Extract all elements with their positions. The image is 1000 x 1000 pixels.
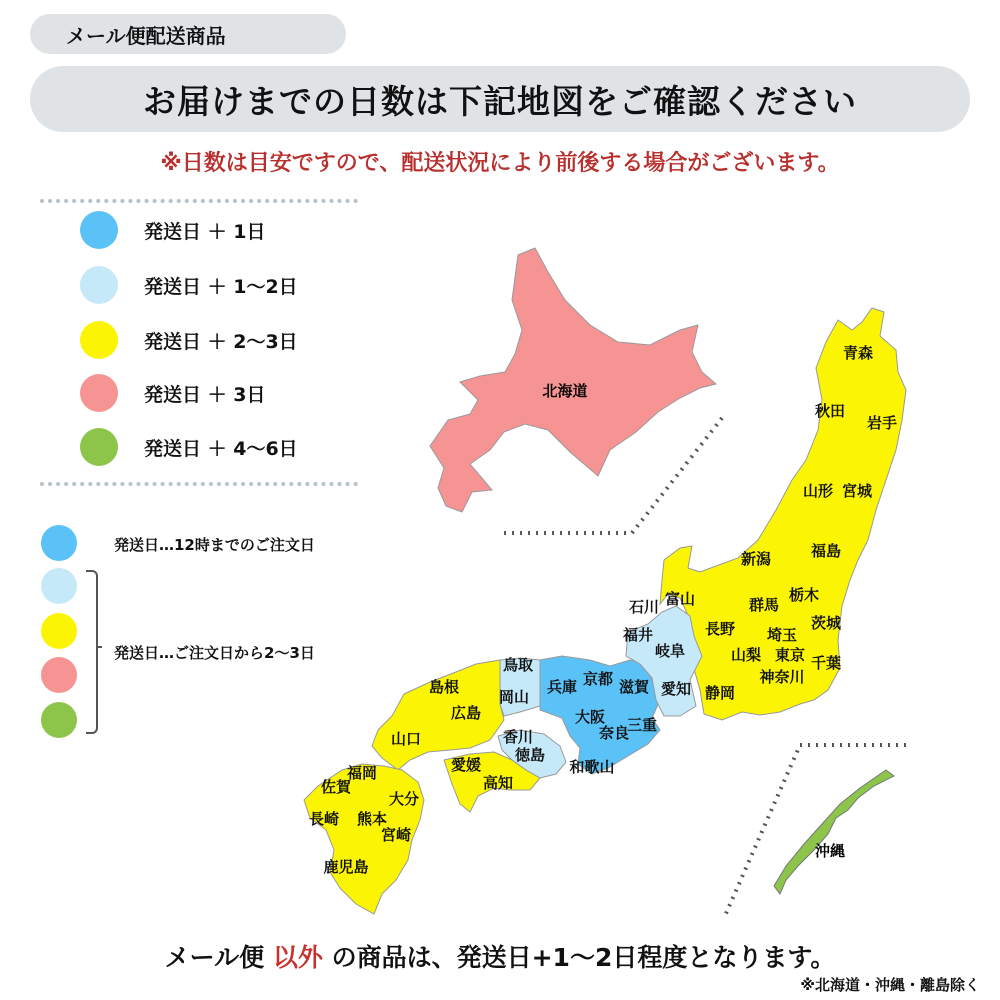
- pref-label: 鳥取: [502, 656, 534, 674]
- pref-label: 佐賀: [320, 778, 352, 796]
- pref-label: 東京: [774, 646, 806, 664]
- pref-label: 和歌山: [569, 758, 615, 776]
- hokkaido-label: 北海道: [542, 382, 588, 400]
- footer-post: の商品は、発送日+1〜2日程度となります。: [331, 943, 836, 972]
- pref-label: 岩手: [866, 414, 898, 432]
- legend-label: 発送日 ＋ 2〜3日: [144, 330, 298, 353]
- mail-delivery-tag-label: メール便配送商品: [66, 23, 226, 48]
- pref-label: 福岡: [346, 764, 378, 782]
- pref-label: 茨城: [810, 614, 842, 632]
- pref-label: 神奈川: [759, 668, 805, 686]
- pref-label: 鹿児島: [323, 858, 369, 876]
- hokkaido-shape: [430, 248, 716, 512]
- legend-label: 発送日 ＋ 4〜6日: [144, 437, 298, 460]
- pref-label: 京都: [582, 670, 614, 688]
- pref-label: 兵庫: [546, 678, 578, 696]
- pref-label: 滋賀: [618, 678, 650, 696]
- legend-label: 発送日 ＋ 1日: [144, 220, 266, 243]
- pref-label: 福井: [622, 626, 654, 644]
- pref-label: 岡山: [498, 688, 530, 706]
- pref-label: 青森: [842, 344, 874, 362]
- pref-label: 岐阜: [654, 642, 686, 660]
- pref-label: 石川: [628, 598, 660, 616]
- pref-label: 奈良: [598, 724, 630, 742]
- pref-label: 広島: [450, 704, 482, 722]
- pref-label: 愛媛: [450, 756, 482, 774]
- pref-label: 富山: [664, 590, 696, 608]
- footer-message: [0, 938, 1000, 974]
- pref-label: 群馬: [748, 596, 780, 614]
- okinawa-label: 沖縄: [814, 842, 846, 860]
- okinawa-shape: [774, 770, 894, 894]
- pref-label: 大阪: [574, 708, 606, 726]
- estimate-note: ※日数は目安ですので、配送状況により前後する場合がございます。: [160, 151, 840, 176]
- legend-label: 発送日 ＋ 1〜2日: [144, 275, 298, 298]
- pref-label: 島根: [428, 678, 460, 696]
- footer-footnote: ※北海道・沖縄・離島除く: [800, 976, 980, 994]
- pref-label: 長崎: [308, 810, 340, 828]
- page-title: お届けまでの日数は下記地図をご確認ください: [143, 81, 857, 121]
- pref-label: 福島: [810, 542, 842, 560]
- pref-label: 長野: [704, 620, 736, 638]
- pref-label: 香川: [502, 728, 534, 746]
- ship-note-later: 発送日…ご注文日から2〜3日: [114, 644, 315, 662]
- footer-pre: メール便: [164, 943, 265, 972]
- ship-note-noon: 発送日…12時までのご注文日: [114, 536, 315, 554]
- pref-label: 山梨: [730, 646, 762, 664]
- pref-label: 埼玉: [766, 626, 798, 644]
- pref-label: 熊本: [356, 810, 388, 828]
- pref-label: 宮崎: [380, 826, 412, 844]
- pref-label: 山口: [390, 730, 422, 748]
- pref-label: 静岡: [704, 684, 736, 702]
- pref-label: 栃木: [788, 586, 820, 604]
- pref-label: 千葉: [810, 654, 842, 672]
- pref-label: 新潟: [740, 550, 772, 568]
- pref-label: 高知: [482, 774, 514, 792]
- footer-highlight: 以外: [272, 943, 323, 972]
- pref-label: 三重: [626, 716, 658, 734]
- pref-label: 秋田: [814, 402, 846, 420]
- pref-label: 徳島: [514, 746, 546, 764]
- pref-label: 大分: [388, 790, 420, 808]
- pref-label: 宮城: [841, 482, 873, 500]
- legend-label: 発送日 ＋ 3日: [144, 383, 266, 406]
- pref-label: 愛知: [660, 680, 692, 698]
- pref-label: 山形: [802, 482, 834, 500]
